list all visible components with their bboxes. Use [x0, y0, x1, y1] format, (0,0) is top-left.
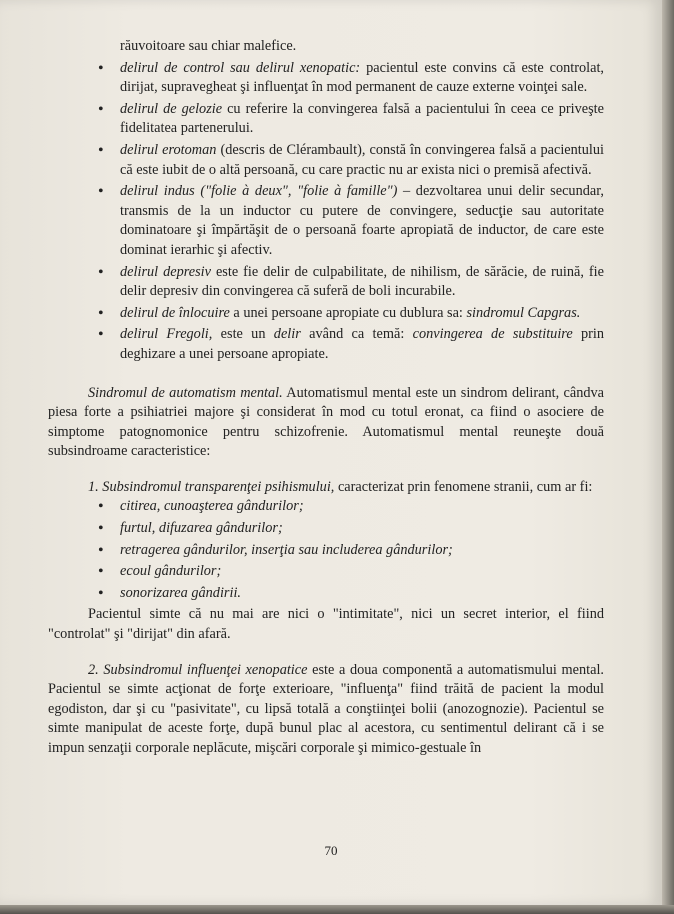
item-text: citirea, cunoaşterea gândurilor; — [120, 498, 304, 515]
text: este fie delir de culpabilitate, de nihilism, de sărăcie, de ruină, fie delir depresiv din convingerea că suferă de boli incurabile. — [120, 263, 604, 300]
term: delirul erotoman — [120, 141, 217, 158]
page-number: 70 — [324, 843, 338, 858]
automatism-paragraph — [48, 384, 604, 462]
text: prin deghizare a unei persoane apropiate. — [120, 326, 605, 362]
section-heading: 1. Subsindromul transparenţei psihismului, — [88, 478, 335, 495]
item-text: sonorizarea gândirii. — [120, 584, 242, 601]
item-text: ecoul gândurilor; — [120, 563, 222, 580]
term: delirul indus ("folie à deux", "folie à famille") — [120, 183, 398, 200]
list-item — [96, 541, 604, 561]
term: delir — [273, 326, 301, 343]
list-item — [96, 519, 604, 539]
list-item — [120, 37, 604, 57]
list-item — [96, 59, 604, 98]
item-text: furtul, difuzarea gândurilor; — [120, 520, 283, 537]
term: delirul depresiv — [120, 263, 211, 280]
list-item — [96, 100, 604, 139]
page-edge-shadow — [662, 0, 674, 914]
subsyndrome-1-paragraph — [48, 478, 604, 498]
term-tail: convingerea de substituire — [412, 326, 573, 343]
paragraph-text: este a doua componentă a automatismului mental. Pacientul se simte acţionat de forţe exterioare, "influenţa" fiind trăită de pacient la modul egodiston, dar şi cu "pasivitate", cu lipsă totală a conştiinţei bolii (anozognozie). Pacientul se simte manipulat de aceste forţe, după bunul plac al acestora, cu sentimentul delirant că i se impun senzaţii corporale neplăcute, mişcări corporale şi mimico-gestuale în — [48, 661, 604, 756]
term: delirul de înlocuire — [120, 304, 230, 321]
list-item — [96, 497, 604, 517]
text: pacientul este convins că este controlat, dirijat, supravegheat şi influenţat în mod permanent de cauze externe voinţei sale. — [120, 59, 604, 96]
text: cu referire la convingerea falsă a pacientului în ceea ce priveşte fidelitatea partenerului. — [120, 100, 604, 137]
list-item — [96, 584, 604, 604]
term: delirul Fregoli, — [120, 326, 213, 343]
page-bottom-edge — [0, 905, 674, 914]
list-item — [96, 325, 604, 364]
text: având ca temă: — [300, 326, 413, 343]
subsyndrome-2-paragraph — [48, 661, 604, 759]
text: este un — [212, 326, 274, 343]
text: a unei persoane apropiate cu dublura sa: — [229, 304, 467, 321]
list-item — [96, 182, 604, 260]
text: (descris de Clérambault), constă în convingerea falsă a pacientului că este iubit de o altă persoană, cu care practic nu ar exista nici o premisă afectivă. — [120, 141, 604, 178]
subsyndrome-1-list — [48, 497, 604, 603]
term: delirul de gelozie — [120, 100, 223, 117]
intro-line: răuvoitoare sau chiar malefice. — [120, 38, 297, 54]
text: – dezvoltarea unui delir secundar, transmis de la un inductor cu putere de convingere, seducţie sau autoritate dominatoare şi împărtăşit de o persoană foarte apropiată de inductor, de care este dominat ierarhic şi afectiv. — [120, 183, 604, 258]
list-item — [96, 304, 604, 324]
list-item — [96, 263, 604, 302]
term-tail: sindromul Capgras. — [466, 304, 581, 321]
list-item — [96, 562, 604, 582]
page-content — [48, 37, 604, 759]
section-heading: Sindromul de automatism mental. — [88, 384, 283, 401]
term: delirul de control sau delirul xenopatic: — [120, 59, 361, 76]
paragraph-text: caracterizat prin fenomene stranii, cum ar fi: — [334, 478, 593, 495]
paragraph-text: Automatismul mental este un sindrom delirant, cândva piesa forte a psihiatriei majore şi considerat în mod cu totul eronat, ca fiind o asociere de simptome patognomonice pentru schizofrenie. Automatismul mental reuneşte două subsindroame caracteristice: — [48, 384, 604, 460]
list-item — [96, 141, 604, 180]
subsyndrome-1-after: Pacientul simte că nu mai are nici o "intimitate", nici un secret interior, el fiind "controlat" şi "dirijat" din afară. — [48, 606, 604, 643]
delirium-list — [48, 37, 604, 365]
section-heading: 2. Subsindromul influenţei xenopatice — [88, 661, 308, 678]
item-text: retragerea gândurilor, inserţia sau includerea gândurilor; — [120, 541, 453, 558]
